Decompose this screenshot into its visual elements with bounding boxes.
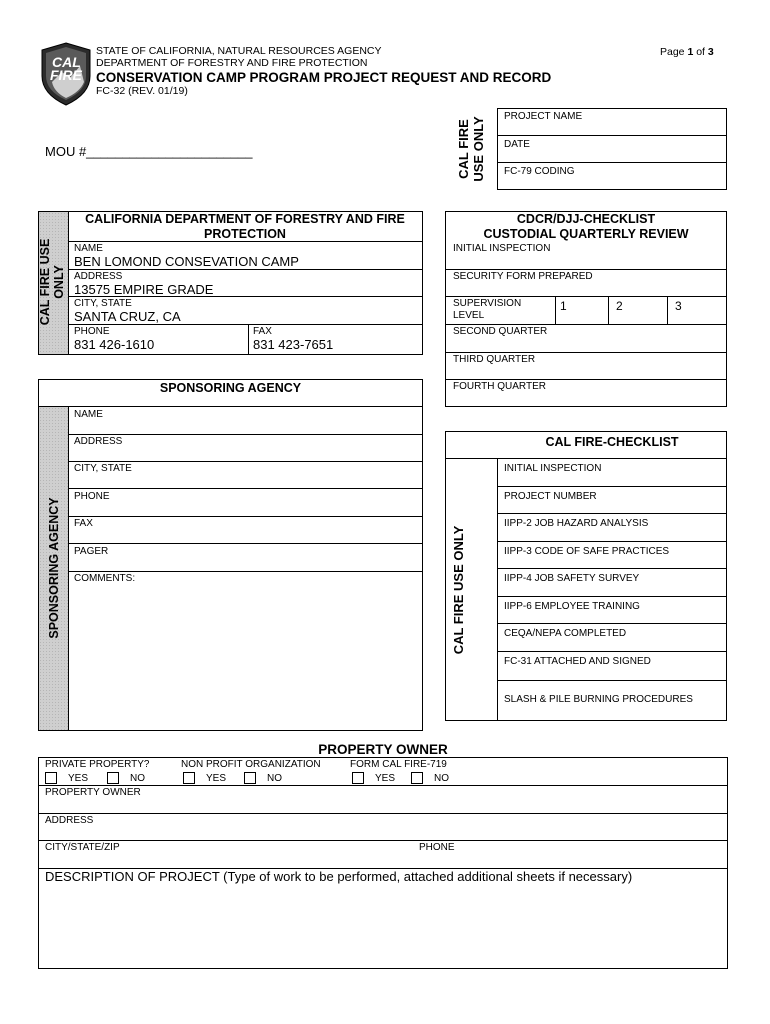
private-property-no-checkbox[interactable] [107, 772, 119, 784]
form-title: CONSERVATION CAMP PROGRAM PROJECT REQUEST AND RECORD [96, 70, 552, 85]
cal-fire-top-side-label-2: USE ONLY [471, 116, 486, 182]
cdf-phone-label: PHONE [74, 326, 110, 337]
property-phone-field[interactable]: PHONE [419, 842, 455, 853]
cdf-name-label: NAME [74, 243, 103, 254]
cal-fire-checklist-title: CAL FIRE-CHECKLIST [545, 435, 679, 449]
checklist-item-iipp2[interactable]: IIPP-2 JOB HAZARD ANALYSIS [504, 518, 649, 529]
cdf-city-state-value[interactable]: SANTA CRUZ, CA [74, 309, 181, 324]
sponsoring-name-field[interactable]: NAME [74, 409, 103, 420]
logo-text-top: CAL [52, 54, 81, 70]
property-address-field[interactable]: ADDRESS [45, 815, 94, 826]
form-719-yes-label: YES [375, 773, 396, 784]
sponsoring-side-label: SPONSORING AGENCY [47, 497, 61, 639]
non-profit-no-label: NO [267, 773, 282, 784]
private-property-yes-label: YES [68, 773, 89, 784]
checklist-item-fc31[interactable]: FC-31 ATTACHED AND SIGNED [504, 656, 651, 667]
cdf-side-label-2: ONLY [52, 265, 66, 299]
cdcr-title-1: CDCR/DJJ-CHECKLIST [516, 212, 656, 226]
checklist-item-slash-pile[interactable]: SLASH & PILE BURNING PROCEDURES [504, 694, 693, 705]
cdcr-initial-inspection[interactable]: INITIAL INSPECTION [453, 243, 551, 254]
cdcr-title-2: CUSTODIAL QUARTERLY REVIEW [483, 227, 689, 241]
description-label: DESCRIPTION OF PROJECT (Type of work to be performed, attached additional sheets if necessary) [45, 869, 633, 884]
private-property-label: PRIVATE PROPERTY? [45, 759, 150, 770]
cdf-city-state-label: CITY, STATE [74, 298, 132, 309]
checklist-item-project-number[interactable]: PROJECT NUMBER [504, 491, 597, 502]
property-owner-field[interactable]: PROPERTY OWNER [45, 787, 141, 798]
page-prefix: Page [660, 46, 685, 58]
mou-label[interactable]: MOU #_______________________ [45, 144, 253, 159]
form-number: FC-32 (REV. 01/19) [96, 85, 188, 97]
sponsoring-fax-field[interactable]: FAX [74, 518, 93, 529]
cdcr-fourth-quarter[interactable]: FOURTH QUARTER [453, 381, 546, 392]
sponsoring-city-state-field[interactable]: CITY, STATE [74, 463, 132, 474]
cdf-address-value[interactable]: 13575 EMPIRE GRADE [74, 282, 214, 297]
cdf-phone-value[interactable]: 831 426-1610 [74, 337, 155, 352]
checklist-item-ceqa-nepa[interactable]: CEQA/NEPA COMPLETED [504, 628, 627, 639]
private-property-no-label: NO [130, 773, 145, 784]
checklist-item-initial-inspection[interactable]: INITIAL INSPECTION [504, 463, 602, 474]
supervision-level-option-2[interactable]: 2 [616, 299, 623, 313]
cdcr-third-quarter[interactable]: THIRD QUARTER [453, 354, 536, 365]
form-719-label: FORM CAL FIRE-719 [350, 759, 447, 770]
project-name-field[interactable]: PROJECT NAME [504, 111, 583, 122]
private-property-yes-checkbox[interactable] [45, 772, 57, 784]
cal-fire-checklist-side-label: CAL FIRE USE ONLY [451, 525, 466, 655]
cal-fire-logo [40, 42, 92, 106]
cdf-fax-value[interactable]: 831 423-7651 [253, 337, 334, 352]
sponsoring-phone-field[interactable]: PHONE [74, 491, 110, 502]
fc79-coding-field[interactable]: FC-79 CODING [504, 166, 575, 177]
page-indicator [660, 46, 714, 58]
form-719-yes-checkbox[interactable] [352, 772, 364, 784]
logo-text-bottom: FIRE [50, 67, 82, 83]
agency-line-1: STATE OF CALIFORNIA, NATURAL RESOURCES AGENCY [96, 45, 382, 57]
supervision-level-option-3[interactable]: 3 [675, 299, 682, 313]
cdf-fax-label: FAX [253, 326, 272, 337]
cal-fire-top-side-label [446, 108, 496, 190]
non-profit-no-checkbox[interactable] [244, 772, 256, 784]
checklist-item-iipp3[interactable]: IIPP-3 CODE OF SAFE PRACTICES [504, 546, 670, 557]
cdf-side-label [38, 211, 70, 353]
sponsoring-title: SPONSORING AGENCY [159, 381, 302, 395]
page-total: 3 [707, 46, 714, 58]
checklist-item-iipp4[interactable]: IIPP-4 JOB SAFETY SURVEY [504, 573, 640, 584]
cdf-side-label-1: CAL FIRE USE [38, 238, 52, 326]
supervision-level-option-1[interactable]: 1 [560, 299, 567, 313]
checklist-item-iipp6[interactable]: IIPP-6 EMPLOYEE TRAINING [504, 601, 640, 612]
cdcr-supervision-level-1: SUPERVISION [453, 298, 522, 309]
cdf-title: CALIFORNIA DEPARTMENT OF FORESTRY AND FIRE PROTECTION [85, 212, 405, 241]
sponsoring-pager-field[interactable]: PAGER [74, 546, 109, 557]
date-field[interactable]: DATE [504, 139, 530, 150]
non-profit-yes-checkbox[interactable] [183, 772, 195, 784]
property-owner-title: PROPERTY OWNER [318, 742, 448, 757]
cdcr-second-quarter[interactable]: SECOND QUARTER [453, 326, 548, 337]
page-current: 1 [687, 46, 694, 58]
cdcr-security-form[interactable]: SECURITY FORM PREPARED [453, 271, 593, 282]
form-719-no-checkbox[interactable] [411, 772, 423, 784]
sponsoring-address-field[interactable]: ADDRESS [74, 436, 123, 447]
cdf-address-label: ADDRESS [74, 271, 123, 282]
page-of: of [696, 46, 705, 58]
form-719-no-label: NO [434, 773, 449, 784]
sponsoring-comments-field[interactable]: COMMENTS: [74, 573, 136, 584]
non-profit-label: NON PROFIT ORGANIZATION [181, 759, 321, 770]
agency-line-2: DEPARTMENT OF FORESTRY AND FIRE PROTECTION [96, 57, 368, 69]
cdf-name-value[interactable]: BEN LOMOND CONSEVATION CAMP [74, 254, 299, 269]
cal-fire-top-side-label-1: CAL FIRE [456, 119, 471, 179]
cdcr-supervision-level-2: LEVEL [453, 310, 485, 321]
non-profit-yes-label: YES [206, 773, 227, 784]
property-city-state-zip-field[interactable]: CITY/STATE/ZIP [45, 842, 120, 853]
